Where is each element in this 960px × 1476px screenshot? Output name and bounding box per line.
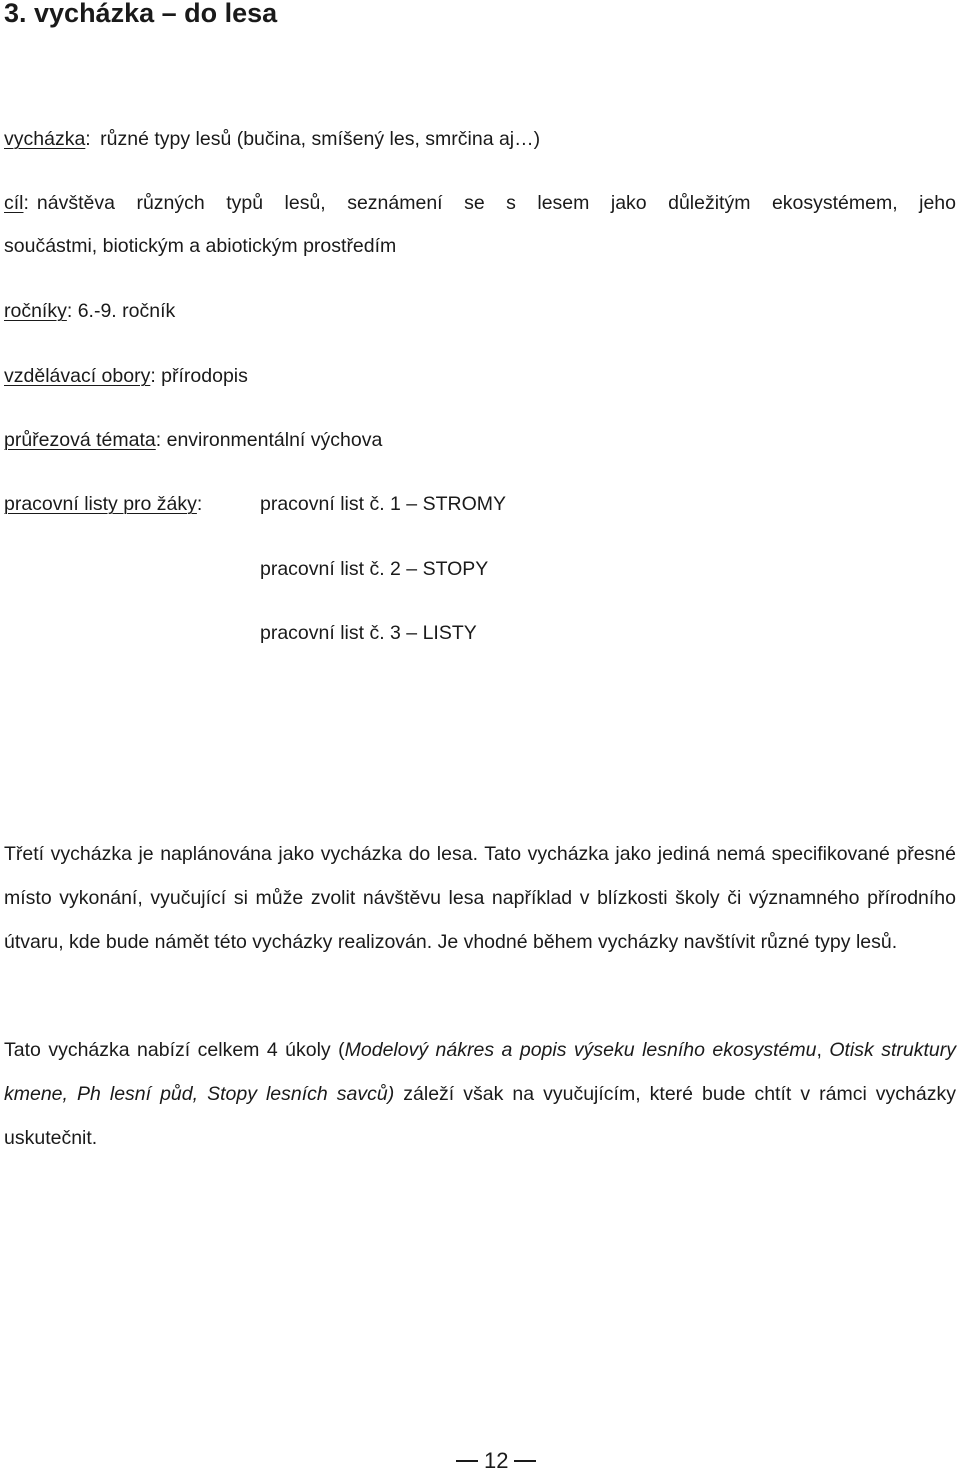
field-label: průřezová témata	[4, 429, 156, 451]
worksheet-item-2: pracovní list č. 2 – STOPY	[260, 558, 489, 580]
field-separator: :	[196, 493, 203, 515]
paragraph-tasks	[4, 1028, 956, 1160]
dash-left	[456, 1460, 478, 1462]
field-label: vzdělávací obory	[4, 365, 151, 387]
field-value: různé typy lesů (bučina, smíšený les, smrčina aj…)	[100, 128, 541, 150]
field-separator: :	[150, 365, 156, 387]
paragraph-intro: Třetí vycházka je naplánována jako vycházka do lesa. Tato vycházka jako jediná nemá specifikované přesné místo vykonání, vyučující si může zvolit návštěvu lesa například v blízkosti školy či významného přírodního útvaru, kde bude námět této vycházky realizován. Je vhodné během vycházky navštívit různé typy lesů.	[4, 843, 956, 953]
field-cil-continuation: součástmi, biotickým a abiotickým prostředím	[4, 235, 397, 257]
task-title: Modelový nákres a popis výseku lesního ekosystému	[344, 1039, 817, 1061]
paragraph-text: záleží však na vyučujícím, které bude chtít v rámci vycházky uskutečnit.	[4, 1083, 957, 1149]
field-value: environmentální výchova	[166, 429, 383, 451]
field-separator: :	[23, 192, 29, 214]
worksheet-item-1: pracovní list č. 1 – STROMY	[260, 493, 506, 515]
field-rocniky	[4, 298, 175, 324]
field-value: návštěva různých typů lesů, seznámení se s lesem jako důležitým ekosystémem, jeho	[36, 192, 956, 214]
paragraph-text: Tato vycházka nabízí celkem 4 úkoly (	[4, 1039, 345, 1061]
field-separator: :	[85, 128, 91, 150]
paragraph-separator: ,	[816, 1039, 830, 1061]
page-title: 3. vycházka – do lesa	[4, 0, 278, 28]
field-label: pracovní listy pro žáky	[4, 493, 197, 515]
field-label: ročníky	[4, 300, 67, 322]
field-vychazka	[4, 126, 540, 152]
field-separator: :	[66, 300, 73, 322]
field-obory	[4, 363, 248, 389]
dash-right	[514, 1460, 536, 1462]
field-value: 6.-9. ročník	[77, 300, 176, 322]
field-label: cíl	[4, 192, 24, 214]
field-listy	[4, 491, 202, 517]
worksheet-item-3: pracovní list č. 3 – LISTY	[260, 622, 477, 644]
field-separator: :	[155, 429, 162, 451]
page-number-text: 12	[484, 1448, 509, 1473]
field-label: vycházka	[4, 128, 86, 150]
field-cil	[4, 190, 956, 216]
field-value: přírodopis	[161, 365, 248, 387]
task-titles: Otisk struktury kmene, Ph lesní půd, Stopy lesních savců)	[4, 1039, 956, 1105]
field-temata	[4, 427, 382, 453]
